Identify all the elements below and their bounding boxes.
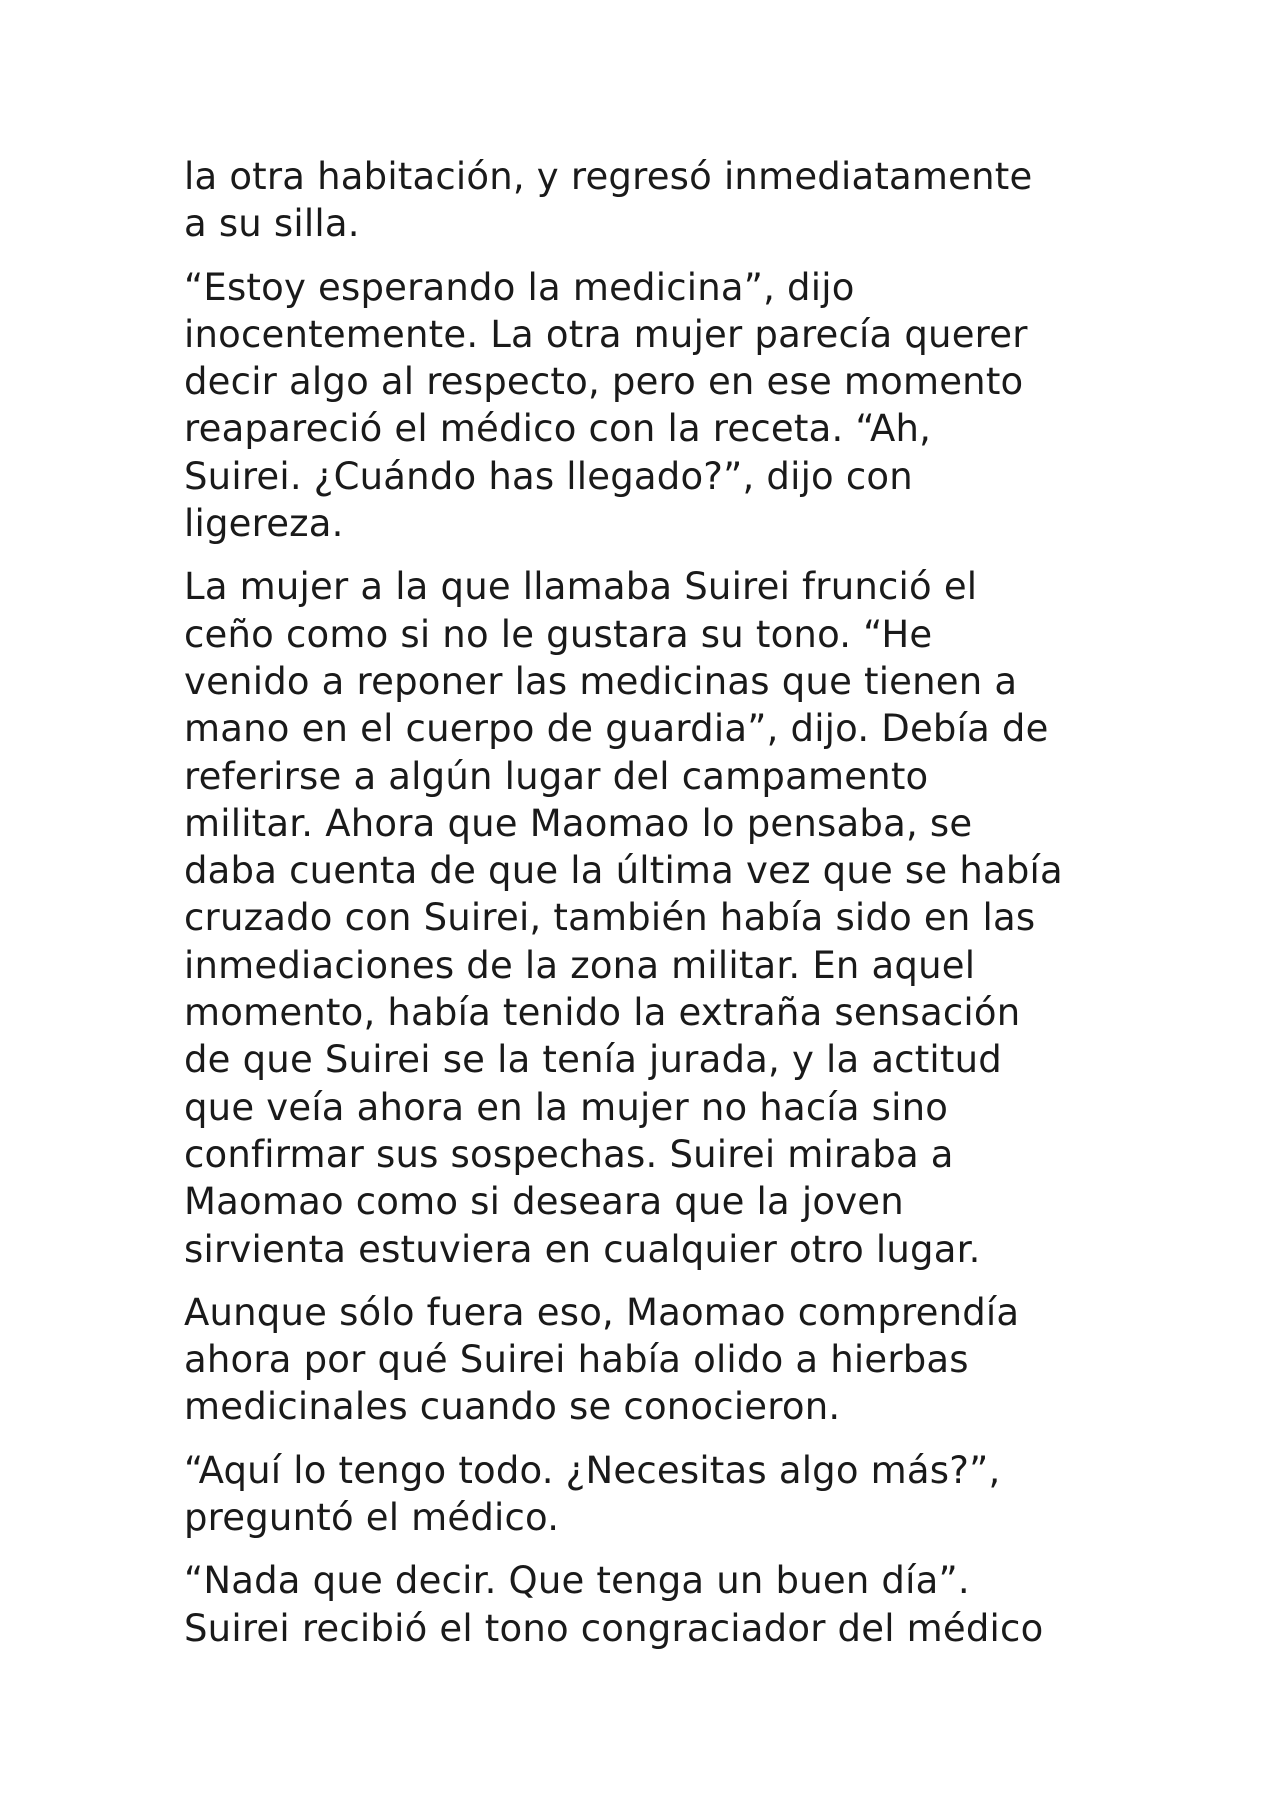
text-line: daba cuenta de que la última vez que se había [184,849,1063,893]
paragraph-6 [184,1557,1124,1652]
text-line: “Nada que decir. Que tenga un buen día”. [184,1559,970,1603]
paragraph-4 [184,1289,1124,1431]
text-line: a su silla. [184,202,360,246]
paragraph-5 [184,1447,1124,1542]
text-line: referirse a algún lugar del campamento [184,754,929,798]
text-line: inocentemente. La otra mujer parecía querer [184,312,1028,356]
text-line: sirvienta estuviera en cualquier otro lugar. [184,1227,981,1271]
text-line: ceño como si no le gustara su tono. “He [184,612,933,656]
text-line: medicinales cuando se conocieron. [184,1385,841,1429]
text-line: Suirei. ¿Cuándo has llegado?”, dijo con [184,454,913,498]
text-line: reapareció el médico con la receta. “Ah, [184,407,932,451]
text-line: militar. Ahora que Maomao lo pensaba, se [184,801,973,845]
text-line: que veía ahora en la mujer no hacía sino [184,1085,949,1129]
text-line: Aunque sólo fuera eso, Maomao comprendía [184,1290,1020,1334]
text-line: venido a reponer las medicinas que tienen a [184,659,1018,703]
paragraph-3 [184,563,1124,1272]
text-line: cruzado con Suirei, también había sido en las [184,896,1036,940]
text-line: preguntó el médico. [184,1496,560,1540]
text-line: la otra habitación, y regresó inmediatamente [184,155,1033,198]
text-line: “Aquí lo tengo todo. ¿Necesitas algo más?”, [184,1448,1001,1492]
text-line: momento, había tenido la extraña sensación [184,991,1021,1035]
paragraph-1 [184,153,1124,248]
body-text [184,153,1124,1668]
text-line: ahora por qué Suirei había olido a hierbas [184,1338,969,1382]
text-line: Maomao como si deseara que la joven [184,1180,904,1224]
text-line: confirmar sus sospechas. Suirei miraba a [184,1132,954,1176]
paragraph-2 [184,264,1124,548]
text-line: ligereza. [184,502,344,546]
text-line: Suirei recibió el tono congraciador del médico [184,1606,1044,1650]
text-line: La mujer a la que llamaba Suirei frunció el [184,565,978,609]
text-line: mano en el cuerpo de guardia”, dijo. Debía de [184,707,1049,751]
text-line: decir algo al respecto, pero en ese momento [184,360,1024,404]
text-line: inmediaciones de la zona militar. En aquel [184,943,976,987]
text-line: “Estoy esperando la medicina”, dijo [184,265,855,309]
text-line: de que Suirei se la tenía jurada, y la actitud [184,1038,1002,1082]
